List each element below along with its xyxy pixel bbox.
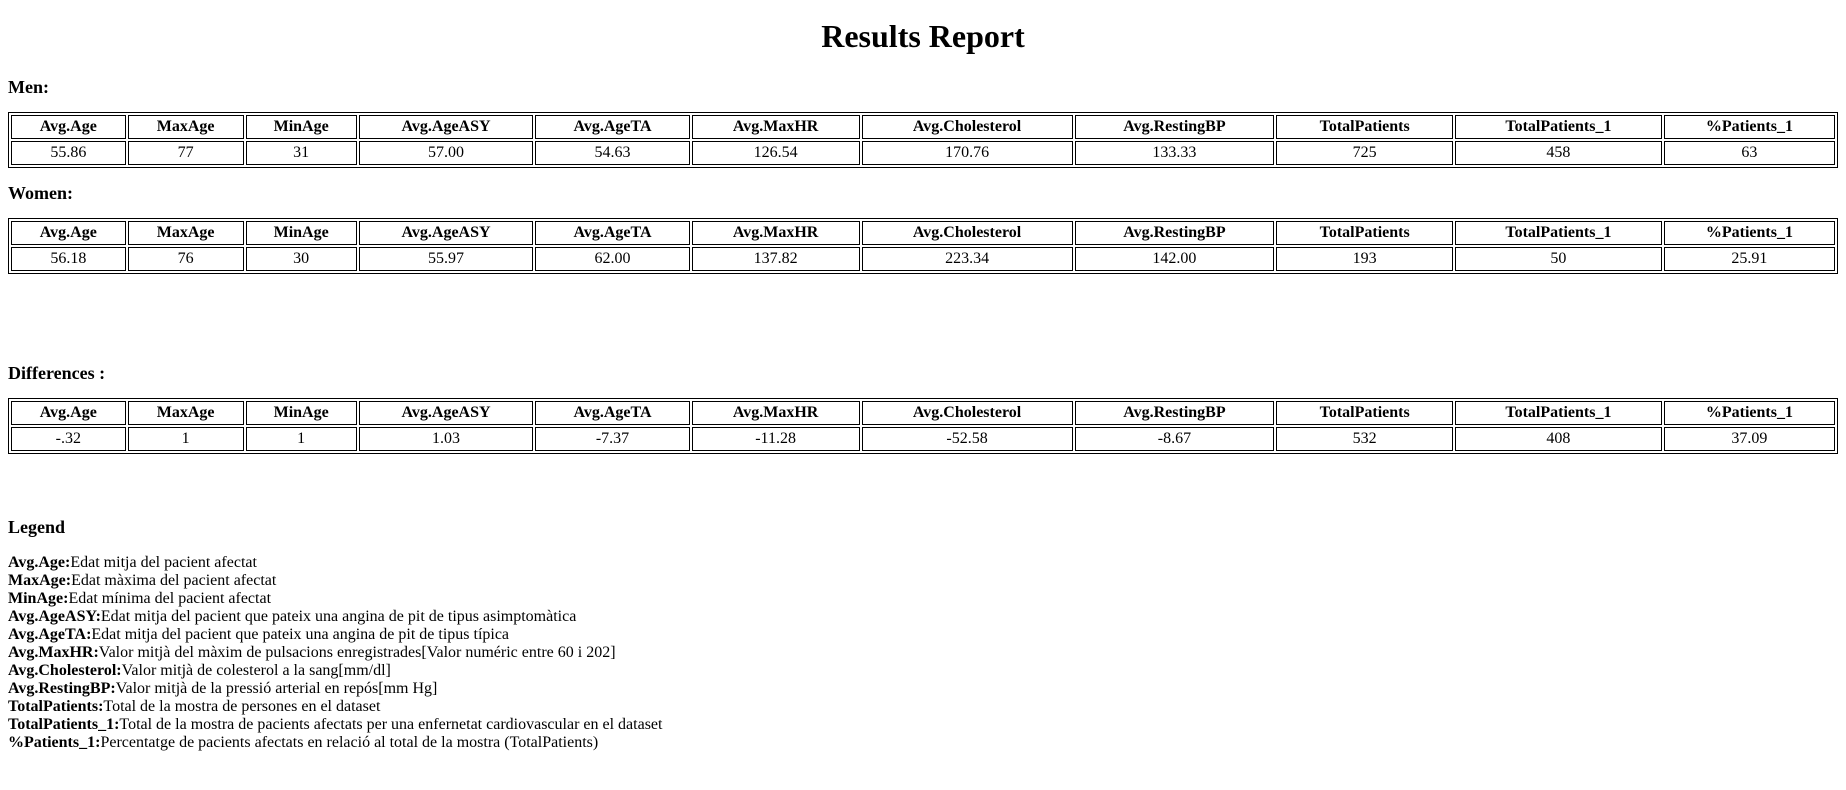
legend-term: Avg.RestingBP: (8, 680, 116, 697)
column-header: TotalPatients_1 (1455, 115, 1662, 139)
column-header: Avg.MaxHR (692, 221, 860, 245)
men-heading: Men: (8, 77, 49, 97)
column-header: Avg.AgeTA (535, 401, 689, 425)
table-cell: 193 (1276, 247, 1453, 271)
table-header-row (11, 401, 1835, 425)
table-header-row (11, 115, 1835, 139)
table-row (11, 141, 1835, 165)
table-cell: 1.03 (359, 427, 534, 451)
table-row (11, 247, 1835, 271)
legend-description: Total de la mostra de pacients afectats per una enfernetat cardiovascular en el dataset (119, 716, 663, 733)
legend-term: Avg.MaxHR: (8, 644, 99, 661)
table-cell: 55.97 (359, 247, 534, 271)
column-header: Avg.Cholesterol (862, 221, 1073, 245)
spacer (8, 468, 1838, 516)
column-header: Avg.MaxHR (692, 115, 860, 139)
spacer (8, 288, 1838, 362)
table-cell: 458 (1455, 141, 1662, 165)
legend-description: Valor mitjà de colesterol a la sang[mm/dl] (121, 662, 391, 679)
table-cell: 170.76 (862, 141, 1073, 165)
legend-item (8, 626, 1838, 644)
column-header: TotalPatients (1276, 115, 1453, 139)
table-cell: 55.86 (11, 141, 126, 165)
column-header: TotalPatients (1276, 221, 1453, 245)
legend-description: Edat màxima del pacient afectat (71, 572, 277, 589)
legend-description: Edat mitja del pacient que pateix una angina de pit de tipus típica (91, 626, 510, 643)
column-header: MaxAge (128, 115, 244, 139)
table-header-row (11, 221, 1835, 245)
women-heading: Women: (8, 183, 73, 203)
column-header: %Patients_1 (1664, 115, 1835, 139)
table-cell: 25.91 (1664, 247, 1835, 271)
legend-term: Avg.AgeTA: (8, 626, 92, 643)
column-header: TotalPatients_1 (1455, 221, 1662, 245)
legend-item (8, 572, 1838, 590)
column-header: Avg.RestingBP (1075, 221, 1275, 245)
column-header: Avg.Cholesterol (862, 401, 1073, 425)
legend-item (8, 662, 1838, 680)
column-header: %Patients_1 (1664, 401, 1835, 425)
legend-description: Edat mitja del pacient afectat (70, 554, 257, 571)
table-cell: 54.63 (535, 141, 689, 165)
legend-item (8, 734, 1838, 752)
table-cell: -52.58 (862, 427, 1073, 451)
column-header: Avg.AgeASY (359, 115, 534, 139)
table-cell: 31 (246, 141, 357, 165)
differences-table (8, 398, 1838, 454)
table-cell: 137.82 (692, 247, 860, 271)
legend-term: MaxAge: (8, 572, 72, 589)
table-cell: 56.18 (11, 247, 126, 271)
table-cell: 50 (1455, 247, 1662, 271)
men-table (8, 112, 1838, 168)
women-table (8, 218, 1838, 274)
table-cell: 76 (128, 247, 244, 271)
table-cell: 133.33 (1075, 141, 1275, 165)
legend-description: Valor mitjà del màxim de pulsacions enregistrades[Valor numéric entre 60 i 202] (98, 644, 616, 661)
legend-term: MinAge: (8, 590, 69, 607)
legend-term: Avg.Age: (8, 554, 71, 571)
column-header: Avg.AgeASY (359, 221, 534, 245)
table-cell: 532 (1276, 427, 1453, 451)
legend-item (8, 608, 1838, 626)
table-cell: 1 (128, 427, 244, 451)
column-header: Avg.MaxHR (692, 401, 860, 425)
table-cell: 37.09 (1664, 427, 1835, 451)
legend-description: Valor mitjà de la pressió arterial en repós[mm Hg] (115, 680, 438, 697)
legend-term: %Patients_1: (8, 734, 101, 751)
column-header: MinAge (246, 221, 357, 245)
column-header: Avg.RestingBP (1075, 401, 1275, 425)
column-header: Avg.AgeTA (535, 115, 689, 139)
column-header: TotalPatients (1276, 401, 1453, 425)
legend-item (8, 554, 1838, 572)
legend-description: Edat mínima del pacient afectat (68, 590, 272, 607)
page-title: Results Report (821, 18, 1025, 54)
table-cell: -8.67 (1075, 427, 1275, 451)
column-header: Avg.AgeASY (359, 401, 534, 425)
table-cell: 63 (1664, 141, 1835, 165)
column-header: Avg.Age (11, 401, 126, 425)
legend-list (8, 554, 1838, 752)
legend-description: Total de la mostra de persones en el dataset (103, 698, 381, 715)
table-cell: 1 (246, 427, 357, 451)
legend-item (8, 716, 1838, 734)
table-cell: -7.37 (535, 427, 689, 451)
legend-item (8, 698, 1838, 716)
column-header: Avg.Cholesterol (862, 115, 1073, 139)
table-cell: 408 (1455, 427, 1662, 451)
table-row (11, 427, 1835, 451)
column-header: MinAge (246, 115, 357, 139)
legend-description: Edat mitja del pacient que pateix una angina de pit de tipus asimptomàtica (100, 608, 577, 625)
table-cell: 142.00 (1075, 247, 1275, 271)
column-header: %Patients_1 (1664, 221, 1835, 245)
table-cell: -.32 (11, 427, 126, 451)
legend-term: Avg.AgeASY: (8, 608, 101, 625)
legend-heading: Legend (8, 517, 66, 537)
legend-item (8, 644, 1838, 662)
table-cell: 57.00 (359, 141, 534, 165)
legend-description: Percentatge de pacients afectats en relació al total de la mostra (TotalPatients) (100, 734, 599, 751)
legend-term: TotalPatients: (8, 698, 104, 715)
table-cell: 62.00 (535, 247, 689, 271)
table-cell: 77 (128, 141, 244, 165)
column-header: MaxAge (128, 221, 244, 245)
legend-term: Avg.Cholesterol: (8, 662, 122, 679)
legend-item (8, 590, 1838, 608)
report-page (0, 16, 1846, 752)
legend-term: TotalPatients_1: (8, 716, 120, 733)
column-header: MaxAge (128, 401, 244, 425)
column-header: Avg.RestingBP (1075, 115, 1275, 139)
table-cell: 223.34 (862, 247, 1073, 271)
differences-heading: Differences : (8, 363, 106, 383)
column-header: MinAge (246, 401, 357, 425)
column-header: Avg.Age (11, 221, 126, 245)
table-cell: 725 (1276, 141, 1453, 165)
table-cell: 126.54 (692, 141, 860, 165)
table-cell: 30 (246, 247, 357, 271)
column-header: TotalPatients_1 (1455, 401, 1662, 425)
legend-item (8, 680, 1838, 698)
table-cell: -11.28 (692, 427, 860, 451)
column-header: Avg.AgeTA (535, 221, 689, 245)
column-header: Avg.Age (11, 115, 126, 139)
